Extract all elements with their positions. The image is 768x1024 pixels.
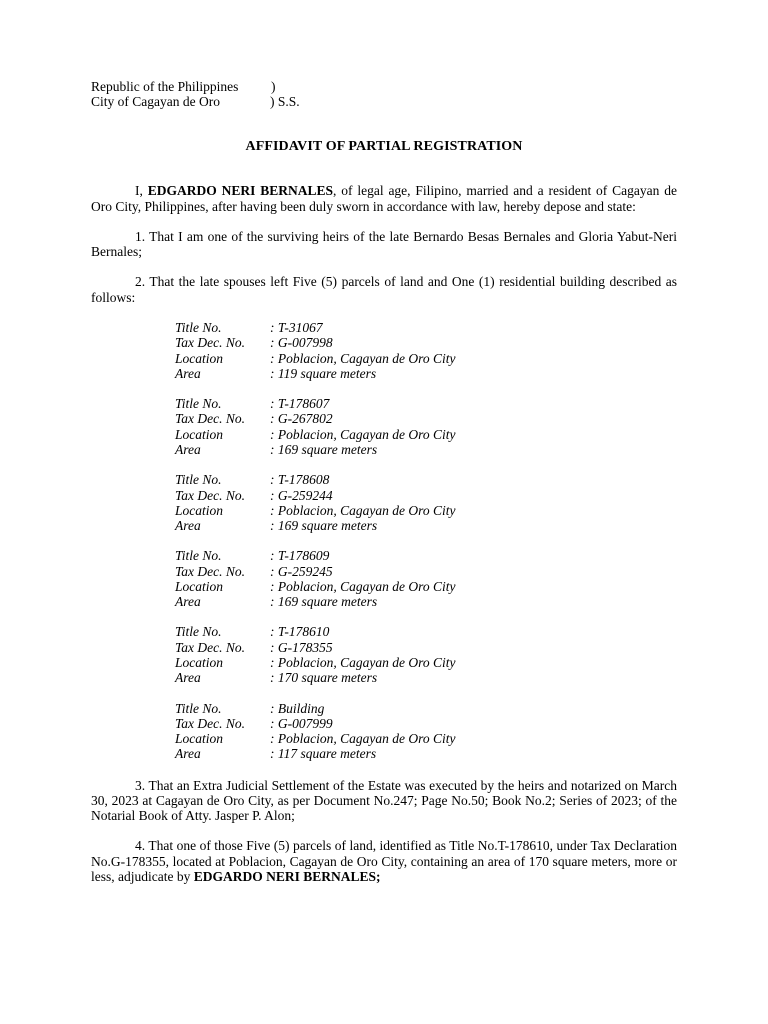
- area-value: : 169 square meters: [270, 518, 378, 534]
- tax-dec-value: : G-007998: [270, 335, 333, 351]
- field-label: Location: [175, 578, 224, 594]
- parcel-entry: [175, 396, 677, 457]
- field-label: Location: [175, 502, 224, 518]
- parcel-tax-row: [175, 640, 677, 655]
- parcel-title-row: [175, 320, 677, 335]
- tax-dec-value: : G-267802: [270, 411, 333, 427]
- parcel-title-row: [175, 701, 677, 716]
- affiant-name: EDGARDO NERI BERNALES: [147, 183, 333, 199]
- paragraph-4: [91, 838, 677, 884]
- field-label: Tax Dec. No.: [175, 487, 245, 503]
- parcel-title-row: [175, 624, 677, 639]
- title-no-value: : T-31067: [270, 320, 323, 336]
- parcel-tax-row: [175, 716, 677, 731]
- tax-dec-value: : G-178355: [270, 639, 333, 655]
- parcel-location-row: [175, 351, 677, 366]
- paragraph-4-text: 4. That one of those Five (5) parcels of land, identified as Title No.T-178610, under Tax Declaration No.G-178355, located at Poblacion, Cagayan de Oro City, containing an area of 170 square meters, more or less, adjudicate by: [91, 838, 677, 885]
- intro-after: , of legal age, Filipino, married and a resident of Cagayan de Oro City, Philippines, after having been duly sworn in accordance with law, hereby depose and state:: [91, 183, 677, 214]
- parcel-location-row: [175, 503, 677, 518]
- parcel-location-row: [175, 655, 677, 670]
- field-label: Area: [175, 746, 201, 762]
- parcel-location-row: [175, 731, 677, 746]
- parcel-area-row: [175, 670, 677, 685]
- parcel-title-row: [175, 396, 677, 411]
- intro-before: I,: [135, 183, 148, 199]
- paragraph-1: 1. That I am one of the surviving heirs of the late Bernardo Besas Bernales and Gloria Yabut-Neri Bernales;: [91, 228, 677, 260]
- parcel-entry: [175, 624, 677, 685]
- location-value: : Poblacion, Cagayan de Oro City: [270, 654, 456, 670]
- field-label: Area: [175, 441, 201, 457]
- location-value: : Poblacion, Cagayan de Oro City: [270, 502, 456, 518]
- field-label: Tax Dec. No.: [175, 411, 245, 427]
- paragraph-2: 2. That the late spouses left Five (5) parcels of land and One (1) residential building described as follows:: [91, 274, 677, 305]
- field-label: Location: [175, 654, 224, 670]
- field-label: Location: [175, 731, 224, 747]
- field-label: Tax Dec. No.: [175, 639, 245, 655]
- intro-paragraph: [91, 183, 677, 214]
- title-no-value: : T-178607: [270, 396, 330, 412]
- tax-dec-value: : G-007999: [270, 715, 333, 731]
- field-label: Area: [175, 594, 201, 610]
- location-value: : Poblacion, Cagayan de Oro City: [270, 578, 456, 594]
- adjudicatee-name: EDGARDO NERI BERNALES;: [193, 869, 381, 885]
- parcel-area-row: [175, 518, 677, 533]
- field-label: Title No.: [175, 700, 222, 716]
- document-title: AFFIDAVIT OF PARTIAL REGISTRATION: [245, 139, 523, 154]
- area-value: : 119 square meters: [270, 365, 377, 381]
- parcel-tax-row: [175, 411, 677, 426]
- parcel-entry: [175, 701, 677, 762]
- parcel-area-row: [175, 366, 677, 381]
- venue-block: [91, 79, 677, 110]
- field-label: Area: [175, 670, 201, 686]
- venue-line-city: [91, 94, 677, 109]
- parcel-entry: [175, 472, 677, 533]
- field-label: Title No.: [175, 320, 222, 336]
- field-label: Title No.: [175, 396, 222, 412]
- field-label: Title No.: [175, 548, 222, 564]
- area-value: : 170 square meters: [270, 670, 378, 686]
- location-value: : Poblacion, Cagayan de Oro City: [270, 426, 456, 442]
- venue-line-republic: [91, 79, 677, 94]
- location-value: : Poblacion, Cagayan de Oro City: [270, 731, 456, 747]
- tax-dec-value: : G-259244: [270, 487, 333, 503]
- parcel-area-row: [175, 594, 677, 609]
- parcel-tax-row: [175, 488, 677, 503]
- parcel-location-row: [175, 579, 677, 594]
- parcel-location-row: [175, 427, 677, 442]
- field-label: Location: [175, 426, 224, 442]
- parcel-title-row: [175, 472, 677, 487]
- title-no-value: : T-178608: [270, 472, 330, 488]
- venue-republic-paren: ): [271, 79, 276, 94]
- parcel-list: [175, 320, 677, 761]
- title-no-value: : Building: [270, 700, 325, 716]
- field-label: Location: [175, 350, 224, 366]
- venue-republic-text: Republic of the Philippines: [91, 79, 239, 94]
- field-label: Title No.: [175, 472, 222, 488]
- title-no-value: : T-178609: [270, 548, 330, 564]
- field-label: Tax Dec. No.: [175, 563, 245, 579]
- affidavit-page: [91, 79, 677, 884]
- title-no-value: : T-178610: [270, 624, 330, 640]
- paragraph-3: 3. That an Extra Judicial Settlement of the Estate was executed by the heirs and notarized on March 30, 2023 at Cagayan de Oro City, as per Document No.247; Page No.50; Book No.2; Series of 2023; of the Notarial Book of Atty. Jasper P. Alon;: [91, 777, 677, 824]
- field-label: Tax Dec. No.: [175, 715, 245, 731]
- parcel-entry: [175, 320, 677, 381]
- location-value: : Poblacion, Cagayan de Oro City: [270, 350, 456, 366]
- field-label: Tax Dec. No.: [175, 335, 245, 351]
- tax-dec-value: : G-259245: [270, 563, 333, 579]
- field-label: Area: [175, 518, 201, 534]
- parcel-tax-row: [175, 564, 677, 579]
- parcel-entry: [175, 548, 677, 609]
- parcel-area-row: [175, 442, 677, 457]
- area-value: : 169 square meters: [270, 441, 378, 457]
- venue-city-ss: ) S.S.: [270, 94, 300, 110]
- area-value: : 169 square meters: [270, 594, 378, 610]
- area-value: : 117 square meters: [270, 746, 377, 762]
- parcel-title-row: [175, 548, 677, 563]
- venue-city-text: City of Cagayan de Oro: [91, 94, 220, 110]
- parcel-tax-row: [175, 335, 677, 350]
- parcel-area-row: [175, 746, 677, 761]
- field-label: Area: [175, 365, 201, 381]
- field-label: Title No.: [175, 624, 222, 640]
